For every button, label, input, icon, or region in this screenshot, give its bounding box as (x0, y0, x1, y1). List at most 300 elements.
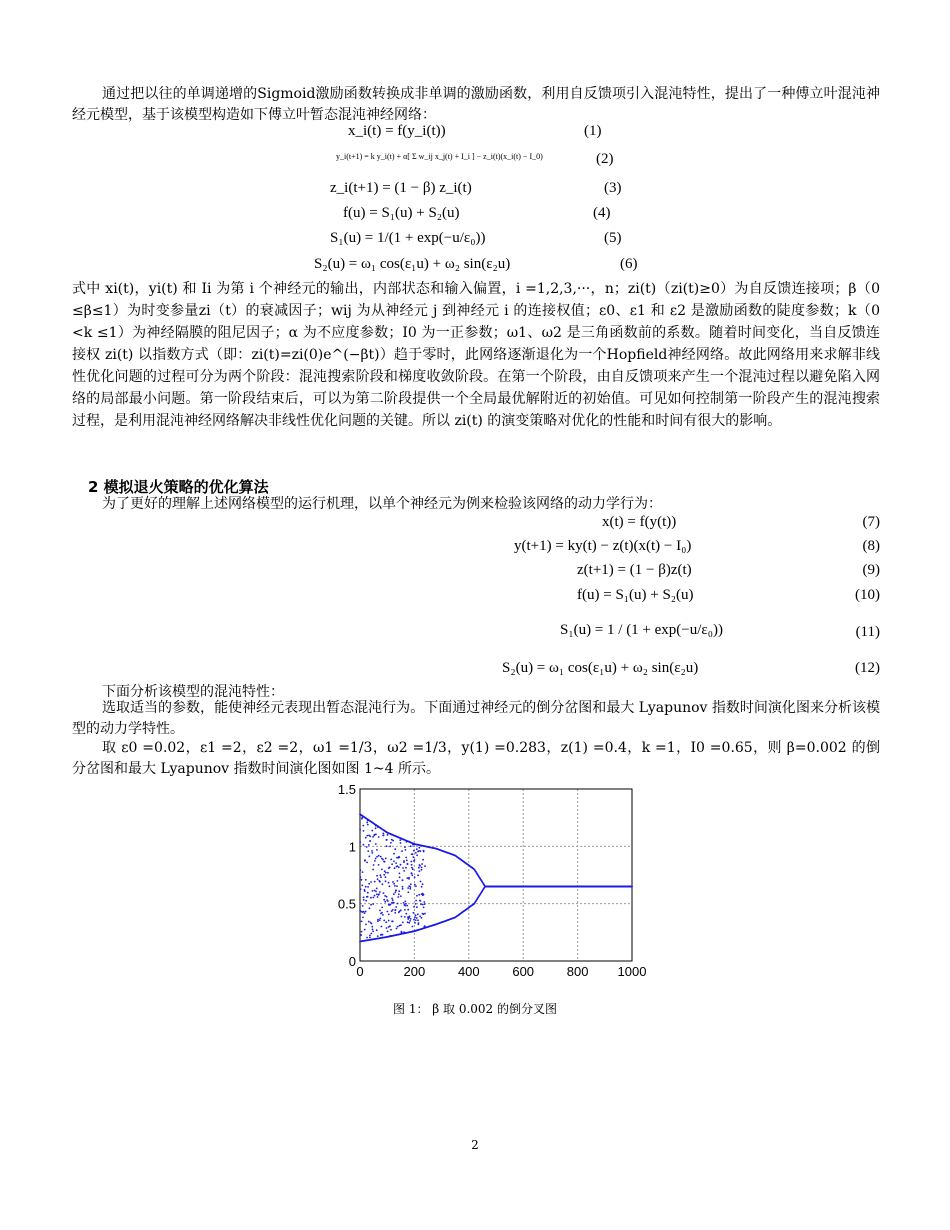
bifurcation-point (405, 867, 407, 869)
bifurcation-point (414, 916, 416, 918)
bifurcation-point (382, 883, 384, 885)
bifurcation-point (408, 922, 410, 924)
bifurcation-point (419, 870, 421, 872)
bifurcation-point (387, 872, 389, 874)
bifurcation-point (405, 913, 407, 915)
bifurcation-point (407, 921, 409, 923)
bifurcation-point (359, 829, 361, 831)
equation-5-number: (5) (604, 230, 622, 246)
bifurcation-point (422, 883, 424, 885)
bifurcation-point (369, 937, 371, 939)
bifurcation-point (370, 897, 372, 899)
bifurcation-point (415, 885, 417, 887)
bifurcation-point (395, 862, 397, 864)
bifurcation-point (396, 885, 398, 887)
bifurcation-point (363, 830, 365, 832)
equation-2: y_i(t+1) = k y_i(t) + α[ Σ w_ij x_j(t) + I_i ] − z_i(t)(x_i(t) − I_0) (336, 152, 543, 161)
bifurcation-point (381, 926, 383, 928)
bifurcation-point (396, 865, 398, 867)
bifurcation-point (365, 886, 367, 888)
bifurcation-point (402, 922, 404, 924)
bifurcation-point (379, 891, 381, 893)
bifurcation-point (367, 896, 369, 898)
bifurcation-point (423, 907, 425, 909)
bifurcation-point (375, 858, 377, 860)
bifurcation-point (401, 931, 403, 933)
bifurcation-point (410, 845, 412, 847)
bifurcation-point (367, 886, 369, 888)
bifurcation-point (379, 881, 381, 883)
bifurcation-point (409, 888, 411, 890)
bifurcation-point (388, 914, 390, 916)
equation-3-number: (3) (604, 180, 622, 196)
bifurcation-point (375, 833, 377, 835)
bifurcation-point (385, 880, 387, 882)
bifurcation-point (364, 889, 366, 891)
bifurcation-point (393, 893, 395, 895)
bifurcation-point (413, 856, 415, 858)
x-tick-label: 0 (356, 964, 364, 979)
bifurcation-point (397, 880, 399, 882)
bifurcation-point (366, 937, 368, 939)
bifurcation-point (373, 864, 375, 866)
parameter-selection-paragraph: 选取适当的参数，能使神经元表现出暂态混沌行为。下面通过神经元的倒分岔图和最大 Lyapunov 指数时间演化图来分析该模型的动力学特性。 (72, 700, 880, 737)
bifurcation-point (404, 909, 406, 911)
bifurcation-point (378, 864, 380, 866)
bifurcation-point (376, 929, 378, 931)
bifurcation-point (361, 885, 363, 887)
equation-11-number: (11) (855, 624, 880, 640)
y-tick-label: 0.5 (337, 896, 356, 912)
equation-9: z(t+1) = (1 − β)z(t) (577, 562, 692, 578)
bifurcation-point (402, 886, 404, 888)
bifurcation-point (392, 920, 394, 922)
bifurcation-point (395, 909, 397, 911)
equation-8: y(t+1) = ky(t) − z(t)(x(t) − I₀) (514, 538, 692, 554)
bifurcation-point (394, 885, 396, 887)
bifurcation-point (366, 822, 368, 824)
bifurcation-point (377, 920, 379, 922)
x-tick-label: 800 (566, 964, 589, 979)
bifurcation-point (389, 846, 391, 848)
bifurcation-point (372, 897, 374, 899)
bifurcation-point (413, 850, 415, 852)
bifurcation-point (417, 913, 419, 915)
bifurcation-point (362, 871, 364, 873)
bifurcation-point (392, 881, 394, 883)
bifurcation-point (406, 905, 408, 907)
bifurcation-point (420, 903, 422, 905)
y-tick-label: 1 (348, 839, 356, 855)
bifurcation-point (389, 867, 391, 869)
bifurcation-point (400, 895, 402, 897)
bifurcation-point (419, 900, 421, 902)
bifurcation-point (379, 874, 381, 876)
bifurcation-point (379, 919, 381, 921)
bifurcation-point (392, 909, 394, 911)
bifurcation-point (393, 853, 395, 855)
bifurcation-point (385, 858, 387, 860)
bifurcation-point (374, 881, 376, 883)
equation-11: S₁(u) = 1 / (1 + exp(−u/ε₀)) (560, 622, 723, 638)
equation-4: f(u) = S₁(u) + S₂(u) (343, 205, 460, 221)
bifurcation-point (417, 874, 419, 876)
bifurcation-point (418, 847, 420, 849)
bifurcation-point (373, 835, 375, 837)
bifurcation-point (369, 840, 371, 842)
bifurcation-point (424, 913, 426, 915)
chaos-analysis-intro: 下面分析该模型的混沌特性： (102, 684, 284, 700)
bifurcation-point (369, 935, 371, 937)
plot-frame (360, 789, 632, 961)
bifurcation-point (378, 855, 380, 857)
bifurcation-point (383, 874, 385, 876)
bifurcation-point (366, 835, 368, 837)
bifurcation-point (361, 921, 363, 923)
bifurcation-point (365, 900, 367, 902)
bifurcation-point (360, 888, 362, 890)
bifurcation-point (382, 914, 384, 916)
bifurcation-point (370, 904, 372, 906)
bifurcation-point (367, 824, 369, 826)
bifurcation-point (392, 899, 394, 901)
bifurcation-point (362, 905, 364, 907)
bifurcation-point (391, 863, 393, 865)
bifurcation-point (411, 864, 413, 866)
bifurcation-point (412, 868, 414, 870)
bifurcation-point (372, 869, 374, 871)
bifurcation-point (374, 860, 376, 862)
bifurcation-point (387, 834, 389, 836)
x-tick-label: 600 (512, 964, 535, 979)
bifurcation-point (421, 869, 423, 871)
bifurcation-point (409, 920, 411, 922)
bifurcation-point (410, 861, 412, 863)
bifurcation-point (387, 931, 389, 933)
bifurcation-point (403, 870, 405, 872)
bifurcation-point (400, 864, 402, 866)
bifurcation-point (412, 853, 414, 855)
bifurcation-point (405, 857, 407, 859)
bifurcation-point (393, 902, 395, 904)
bifurcation-point (371, 926, 373, 928)
bifurcation-point (363, 897, 365, 899)
bifurcation-point (385, 876, 387, 878)
bifurcation-point (416, 848, 418, 850)
bifurcation-point (415, 852, 417, 854)
y-tick-label: 0 (348, 954, 356, 969)
bifurcation-point (375, 843, 377, 845)
bifurcation-point (369, 836, 371, 838)
bifurcation-point (383, 920, 385, 922)
symbol-explanation-paragraph: 式中 xi(t)，yi(t) 和 Ii 为第 i 个神经元的输出，内部状态和输入偏置，i =1,2,3,···，n；zi(t)（zi(t)≥0）为自反馈连接项；β（0 ≤β≤1）为时变参量zi（t）的衰减因子；wij 为从神经元 j 到神经元 i 的连接权值；ε0、ε1 和 ε2 是激励函数的陡度参数；k（0 <k ≤1）为神经隔膜的阻尼因子；α 为不应度参数；I0 为一正参数；ω1、ω2 是三角函数前的系数。随着时间变化，当自反馈连接权 zi(t) 以指数方式（即：zi(t)=zi(0)e^(−βt)）趋于零时，此网络逐渐退化为一个Hopfield神经网络。故此网络用来求解非线性优化问题的过程可分为两个阶段：混沌搜索阶段和梯度收敛阶段。在第一个阶段，由自反馈项来产生一个混沌过程以避免陷入网络的局部最小问题。第一阶段结束后，可以为第二阶段提供一个全局最优解附近的初始值。可见如何控制第一阶段产生的混沌搜索过程，是利用混沌神经网络解决非线性优化问题的关键。所以 zi(t) 的演变策略对优化的性能和时间有很大的影响。 (72, 281, 880, 429)
bifurcation-point (390, 842, 392, 844)
bifurcation-point (403, 902, 405, 904)
bifurcation-point (424, 903, 426, 905)
bifurcation-point (398, 866, 400, 868)
bifurcation-point (363, 899, 365, 901)
equation-6: S₂(u) = ω₁ cos(ε₁u) + ω₂ sin(ε₂u) (314, 256, 511, 272)
bifurcation-point (407, 891, 409, 893)
bifurcation-point (385, 872, 387, 874)
bifurcation-point (377, 935, 379, 937)
bifurcation-point (359, 910, 361, 912)
bifurcation-point (361, 879, 363, 881)
bifurcation-point (400, 909, 402, 911)
bifurcation-point (422, 859, 424, 861)
bifurcation-point (391, 898, 393, 900)
bifurcation-point (404, 901, 406, 903)
x-tick-label: 400 (457, 964, 480, 979)
bifurcation-point (415, 900, 417, 902)
bifurcation-point (404, 916, 406, 918)
bifurcation-point (421, 917, 423, 919)
bifurcation-point (372, 903, 374, 905)
bifurcation-point (378, 836, 380, 838)
bifurcation-point (370, 881, 372, 883)
bifurcation-point (405, 849, 407, 851)
section-heading: 2 模拟退火策略的优化算法 (88, 478, 269, 496)
bifurcation-point (361, 931, 363, 933)
bifurcation-point (394, 892, 396, 894)
bifurcation-point (400, 924, 402, 926)
bifurcation-point (415, 903, 417, 905)
bifurcation-point (380, 856, 382, 858)
bifurcation-point (388, 882, 390, 884)
bifurcation-point (423, 851, 425, 853)
equation-1-number: (1) (584, 123, 602, 139)
bifurcation-point (366, 846, 368, 848)
equation-9-number: (9) (862, 562, 880, 578)
equation-8-number: (8) (862, 538, 880, 554)
bifurcation-point (377, 896, 379, 898)
bifurcation-point (419, 865, 421, 867)
bifurcation-chart (330, 780, 660, 985)
bifurcation-point (364, 929, 366, 931)
bifurcation-point (386, 927, 388, 929)
bifurcation-point (403, 860, 405, 862)
bifurcation-point (376, 849, 378, 851)
bifurcation-point (365, 879, 367, 881)
bifurcation-point (404, 846, 406, 848)
bifurcation-point (365, 911, 367, 913)
bifurcation-point (424, 865, 426, 867)
bifurcation-point (360, 876, 362, 878)
bifurcation-point (367, 850, 369, 852)
bifurcation-point (414, 876, 416, 878)
bifurcation-point (412, 926, 414, 928)
bifurcation-point (418, 894, 420, 896)
bifurcation-point (370, 933, 372, 935)
bifurcation-point (423, 901, 425, 903)
bifurcation-point (401, 916, 403, 918)
bifurcation-point (389, 925, 391, 927)
bifurcation-point (402, 879, 404, 881)
bifurcation-point (407, 887, 409, 889)
bifurcation-point (377, 878, 379, 880)
bifurcation-point (411, 867, 413, 869)
bifurcation-point (379, 918, 381, 920)
bifurcation-point (386, 899, 388, 901)
bifurcation-point (382, 859, 384, 861)
bifurcation-point (378, 893, 380, 895)
equation-2-number: (2) (596, 151, 614, 167)
bifurcation-point (384, 870, 386, 872)
bifurcation-point (386, 845, 388, 847)
bifurcation-point (363, 844, 365, 846)
x-tick-label: 1000 (617, 964, 647, 979)
bifurcation-point (417, 919, 419, 921)
bifurcation-point (411, 872, 413, 874)
bifurcation-point (394, 867, 396, 869)
equation-12: S₂(u) = ω₁ cos(ε₁u) + ω₂ sin(ε₂u) (502, 660, 699, 676)
bifurcation-point (394, 912, 396, 914)
bifurcation-point (399, 876, 401, 878)
bifurcation-point (413, 906, 415, 908)
equation-7-number: (7) (862, 514, 880, 530)
bifurcation-point (416, 906, 418, 908)
bifurcation-point (395, 890, 397, 892)
bifurcation-point (375, 891, 377, 893)
bifurcation-point (420, 881, 422, 883)
bifurcation-point (410, 883, 412, 885)
bifurcation-point (384, 901, 386, 903)
bifurcation-point (372, 931, 374, 933)
bifurcation-point (417, 923, 419, 925)
bifurcation-point (389, 885, 391, 887)
equation-12-number: (12) (855, 660, 880, 676)
bifurcation-point (375, 827, 377, 829)
bifurcation-point (383, 899, 385, 901)
bifurcation-point (379, 910, 381, 912)
bifurcation-point (360, 869, 362, 871)
equation-6-number: (6) (620, 256, 638, 272)
bifurcation-point (371, 850, 373, 852)
bifurcation-point (416, 895, 418, 897)
bifurcation-point (371, 852, 373, 854)
parameter-values-paragraph: 取 ε0 =0.02，ε1 =2，ε2 =2，ω1 =1/3，ω2 =1/3，y(1) =0.283，z(1) =0.4，k =1，I0 =0.65，则 β=0.002 的倒分岔图和最大 Lyapunov 指数时间演化图如图 1~4 所示。 (72, 740, 880, 777)
bifurcation-point (368, 921, 370, 923)
bifurcation-point (368, 844, 370, 846)
bifurcation-point (414, 859, 416, 861)
bifurcation-point (368, 856, 370, 858)
bifurcation-point (371, 830, 373, 832)
bifurcation-point (413, 919, 415, 921)
bifurcation-point (397, 896, 399, 898)
equation-1: x_i(t) = f(y_i(t)) (348, 123, 446, 139)
bifurcation-point (390, 859, 392, 861)
bifurcation-point (398, 890, 400, 892)
bifurcation-point (374, 895, 376, 897)
bifurcation-point (407, 863, 409, 865)
bifurcation-point (359, 841, 361, 843)
bifurcation-point (376, 856, 378, 858)
bifurcation-point (393, 861, 395, 863)
bifurcation-point (410, 886, 412, 888)
bifurcation-point (381, 907, 383, 909)
intro-paragraph: 通过把以往的单调递增的Sigmoid激励函数转换成非单调的激励函数，利用自反馈项引入混沌特性，提出了一种傅立叶混沌神经元模型，基于该模型构造如下傅立叶暂态混沌神经网络： (72, 86, 880, 123)
bifurcation-point (416, 854, 418, 856)
bifurcation-point (415, 914, 417, 916)
bifurcation-point (399, 873, 401, 875)
bifurcation-point (400, 842, 402, 844)
bifurcation-point (383, 861, 385, 863)
bifurcation-point (398, 893, 400, 895)
bifurcation-point (394, 848, 396, 850)
equation-10-number: (10) (855, 587, 880, 603)
bifurcation-point (363, 911, 365, 913)
bifurcation-point (418, 867, 420, 869)
bifurcation-point (385, 921, 387, 923)
bifurcation-point (376, 875, 378, 877)
bifurcation-point (407, 909, 409, 911)
bifurcation-point (397, 926, 399, 928)
bifurcation-point (406, 860, 408, 862)
bifurcation-point (365, 924, 367, 926)
bifurcation-point (406, 877, 408, 879)
bifurcation-point (369, 907, 371, 909)
bifurcation-point (380, 876, 382, 878)
figure-caption: 图 1： β 取 0.002 的倒分叉图 (393, 1002, 557, 1016)
bifurcation-point (415, 919, 417, 921)
bifurcation-point (393, 883, 395, 885)
equation-10: f(u) = S₁(u) + S₂(u) (577, 587, 694, 603)
bifurcation-point (401, 850, 403, 852)
bifurcation-point (372, 929, 374, 931)
bifurcation-point (387, 911, 389, 913)
bifurcation-point (402, 888, 404, 890)
bifurcation-point (396, 928, 398, 930)
bifurcation-point (404, 905, 406, 907)
equation-5: S₁(u) = 1/(1 + exp(−u/ε₀)) (330, 230, 486, 246)
bifurcation-point (386, 896, 388, 898)
equation-4-number: (4) (593, 205, 611, 221)
equation-7: x(t) = f(y(t)) (602, 514, 677, 530)
bifurcation-point (411, 874, 413, 876)
bifurcation-point (377, 919, 379, 921)
bifurcation-point (382, 934, 384, 936)
bifurcation-point (367, 892, 369, 894)
bifurcation-point (631, 886, 633, 888)
bifurcation-point (402, 867, 404, 869)
bifurcation-point (395, 906, 397, 908)
bifurcation-point (390, 929, 392, 931)
bifurcation-point (364, 912, 366, 914)
bifurcation-point (408, 877, 410, 879)
bifurcation-point (372, 836, 374, 838)
equation-3: z_i(t+1) = (1 − β) z_i(t) (330, 180, 472, 196)
bifurcation-point (383, 892, 385, 894)
bifurcation-point (382, 835, 384, 837)
y-tick-label: 1.5 (337, 782, 356, 797)
single-neuron-intro: 为了更好的理解上述网络模型的运行机理，以单个神经元为例来检验该网络的动力学行为： (102, 496, 662, 512)
bifurcation-point (422, 904, 424, 906)
bifurcation-point (423, 894, 425, 896)
bifurcation-point (392, 840, 394, 842)
bifurcation-point (368, 883, 370, 885)
bifurcation-point (421, 867, 423, 869)
bifurcation-point (416, 917, 418, 919)
bifurcation-point (376, 893, 378, 895)
bifurcation-point (399, 839, 401, 841)
bifurcation-point (419, 915, 421, 917)
bifurcation-point (408, 917, 410, 919)
bifurcation-point (366, 862, 368, 864)
bifurcation-point (365, 837, 367, 839)
bifurcation-point (371, 923, 373, 925)
bifurcation-point (381, 869, 383, 871)
bifurcation-point (360, 934, 362, 936)
